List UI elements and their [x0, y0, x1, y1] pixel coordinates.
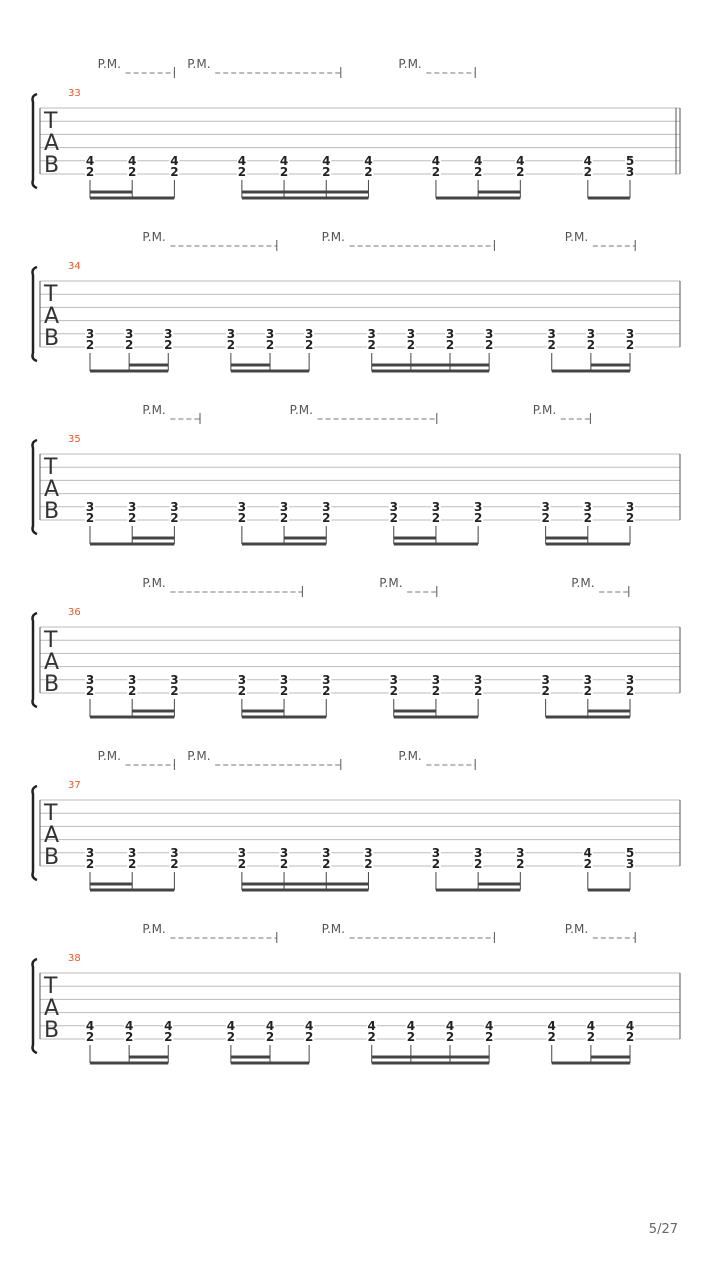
fret-number: 3 — [170, 845, 179, 860]
fret-number: 2 — [625, 684, 635, 698]
fret-number: 4 — [85, 153, 95, 168]
fret-number: 2 — [226, 1030, 236, 1044]
fret-number: 3 — [85, 845, 95, 860]
fret-number: 3 — [226, 326, 236, 341]
fret-number: 3 — [389, 499, 398, 514]
tab-letter-t: T — [44, 282, 58, 307]
palm-mute-label: P.M. — [321, 922, 345, 936]
fret-number: 2 — [170, 511, 179, 525]
fret-number: 2 — [445, 1030, 455, 1044]
measure-number: 38 — [68, 953, 81, 964]
palm-mute-label: P.M. — [289, 403, 313, 417]
fret-number: 2 — [85, 338, 95, 352]
tab-letter-b: B — [44, 845, 60, 870]
fret-number: 4 — [164, 1018, 173, 1033]
fret-number: 4 — [484, 1018, 494, 1033]
fret-number: 2 — [85, 165, 95, 179]
fret-number: 2 — [304, 338, 314, 352]
tab-letter-a: A — [44, 650, 60, 675]
fret-number: 2 — [128, 857, 137, 871]
page-number: 5/27 — [648, 1222, 678, 1237]
fret-number: 3 — [473, 499, 483, 514]
fret-number: 3 — [473, 672, 483, 687]
fret-number: 2 — [124, 1030, 134, 1044]
fret-number: 3 — [445, 326, 455, 341]
fret-number: 4 — [279, 153, 289, 168]
fret-number: 4 — [170, 153, 179, 168]
fret-number: 3 — [237, 672, 247, 687]
fret-number: 2 — [279, 511, 289, 525]
system-bracket — [33, 267, 38, 361]
tab-letter-b: B — [44, 153, 60, 178]
fret-number: 2 — [431, 165, 441, 179]
fret-number: 2 — [484, 1030, 494, 1044]
fret-number: 2 — [322, 684, 331, 698]
fret-number: 5 — [625, 845, 635, 860]
fret-number: 2 — [473, 684, 483, 698]
fret-number: 3 — [279, 845, 289, 860]
fret-number: 3 — [265, 326, 275, 341]
tab-letter-t: T — [44, 628, 58, 653]
palm-mute-label: P.M. — [97, 57, 121, 71]
fret-number: 2 — [547, 338, 556, 352]
fret-number: 3 — [322, 845, 331, 860]
fret-number: 2 — [322, 165, 331, 179]
fret-number: 3 — [431, 499, 441, 514]
fret-number: 2 — [473, 511, 483, 525]
measure-number: 34 — [68, 261, 81, 272]
fret-number: 4 — [128, 153, 137, 168]
fret-number: 3 — [473, 845, 483, 860]
fret-number: 3 — [322, 672, 331, 687]
fret-number: 3 — [237, 499, 247, 514]
palm-mute-label: P.M. — [321, 230, 345, 244]
fret-number: 2 — [445, 338, 455, 352]
fret-number: 3 — [128, 499, 137, 514]
fret-number: 3 — [625, 499, 635, 514]
fret-number: 2 — [85, 684, 95, 698]
fret-number: 2 — [226, 338, 236, 352]
tab-letter-a: A — [44, 131, 60, 156]
fret-number: 3 — [406, 326, 416, 341]
fret-number: 2 — [431, 857, 441, 871]
fret-number: 3 — [541, 672, 550, 687]
system-bracket — [33, 959, 38, 1053]
fret-number: 2 — [237, 857, 247, 871]
palm-mute-label: P.M. — [564, 922, 589, 936]
fret-number: 4 — [367, 1018, 376, 1033]
palm-mute-label: P.M. — [379, 576, 403, 590]
tab-system-34 — [33, 230, 681, 371]
fret-number: 2 — [473, 165, 483, 179]
tab-system-35 — [33, 403, 681, 544]
fret-number: 4 — [625, 1018, 635, 1033]
fret-number: 2 — [265, 338, 275, 352]
fret-number: 2 — [128, 165, 137, 179]
fret-number: 2 — [164, 338, 173, 352]
fret-number: 3 — [583, 672, 592, 687]
fret-number: 2 — [304, 1030, 314, 1044]
fret-number: 2 — [85, 1030, 95, 1044]
fret-number: 2 — [364, 857, 373, 871]
system-bracket — [33, 440, 38, 534]
fret-number: 2 — [164, 1030, 173, 1044]
fret-number: 3 — [237, 845, 247, 860]
fret-number: 3 — [170, 499, 179, 514]
tab-letter-a: A — [44, 477, 60, 502]
tab-letter-a: A — [44, 996, 60, 1021]
palm-mute-label: P.M. — [532, 403, 557, 417]
fret-number: 4 — [85, 1018, 95, 1033]
fret-number: 2 — [279, 165, 289, 179]
fret-number: 3 — [85, 499, 95, 514]
fret-number: 3 — [279, 672, 289, 687]
fret-number: 2 — [586, 338, 596, 352]
fret-number: 2 — [516, 165, 525, 179]
tab-letter-t: T — [44, 801, 58, 826]
tab-letter-b: B — [44, 326, 60, 351]
palm-mute-label: P.M. — [187, 749, 211, 763]
fret-number: 3 — [128, 672, 137, 687]
fret-number: 2 — [237, 165, 247, 179]
fret-number: 2 — [583, 165, 592, 179]
tab-letter-t: T — [44, 455, 58, 480]
fret-number: 2 — [322, 511, 331, 525]
tab-letter-t: T — [44, 109, 58, 134]
fret-number: 4 — [237, 153, 247, 168]
tab-system-33 — [33, 57, 681, 198]
tab-letter-b: B — [44, 672, 60, 697]
fret-number: 3 — [583, 499, 592, 514]
system-bracket — [33, 786, 38, 880]
fret-number: 2 — [473, 857, 483, 871]
tab-letter-a: A — [44, 823, 60, 848]
tab-system-38 — [33, 922, 681, 1063]
fret-number: 3 — [170, 672, 179, 687]
fret-number: 2 — [389, 684, 398, 698]
palm-mute-label: P.M. — [142, 230, 166, 244]
fret-number: 2 — [431, 511, 441, 525]
fret-number: 3 — [389, 672, 398, 687]
palm-mute-label: P.M. — [142, 576, 166, 590]
fret-number: 2 — [128, 511, 137, 525]
fret-number: 4 — [445, 1018, 455, 1033]
fret-number: 3 — [364, 845, 373, 860]
fret-number: 2 — [625, 338, 635, 352]
fret-number: 2 — [265, 1030, 275, 1044]
fret-number: 3 — [164, 326, 173, 341]
fret-number: 2 — [547, 1030, 556, 1044]
fret-number: 4 — [516, 153, 525, 168]
measure-number: 37 — [68, 780, 81, 791]
palm-mute-label: P.M. — [142, 403, 166, 417]
fret-number: 4 — [586, 1018, 596, 1033]
tab-letter-b: B — [44, 499, 60, 524]
fret-number: 2 — [431, 684, 441, 698]
fret-number: 3 — [124, 326, 134, 341]
fret-number: 2 — [237, 511, 247, 525]
fret-number: 2 — [389, 511, 398, 525]
fret-number: 2 — [516, 857, 525, 871]
fret-number: 3 — [128, 845, 137, 860]
fret-number: 3 — [625, 857, 635, 871]
fret-number: 3 — [541, 499, 550, 514]
fret-number: 3 — [322, 499, 331, 514]
fret-number: 2 — [625, 511, 635, 525]
fret-number: 3 — [304, 326, 314, 341]
fret-number: 4 — [547, 1018, 556, 1033]
palm-mute-label: P.M. — [571, 576, 595, 590]
fret-number: 2 — [541, 684, 550, 698]
palm-mute-label: P.M. — [564, 230, 589, 244]
fret-number: 4 — [304, 1018, 314, 1033]
measure-number: 33 — [68, 88, 81, 99]
fret-number: 3 — [431, 672, 441, 687]
fret-number: 2 — [170, 857, 179, 871]
fret-number: 3 — [625, 672, 635, 687]
fret-number: 2 — [279, 857, 289, 871]
palm-mute-label: P.M. — [398, 57, 422, 71]
measure-number: 36 — [68, 607, 81, 618]
fret-number: 2 — [583, 511, 592, 525]
fret-number: 2 — [85, 511, 95, 525]
fret-number: 3 — [85, 672, 95, 687]
fret-number: 2 — [237, 684, 247, 698]
tab-system-36 — [33, 576, 681, 717]
fret-number: 3 — [586, 326, 596, 341]
fret-number: 4 — [406, 1018, 416, 1033]
fret-number: 2 — [586, 1030, 596, 1044]
fret-number: 4 — [124, 1018, 134, 1033]
fret-number: 3 — [484, 326, 494, 341]
fret-number: 2 — [128, 684, 137, 698]
fret-number: 2 — [364, 165, 373, 179]
tab-letter-a: A — [44, 304, 60, 329]
fret-number: 2 — [367, 338, 376, 352]
fret-number: 3 — [279, 499, 289, 514]
fret-number: 2 — [170, 165, 179, 179]
tab-letter-t: T — [44, 974, 58, 999]
fret-number: 3 — [547, 326, 556, 341]
fret-number: 3 — [367, 326, 376, 341]
fret-number: 3 — [431, 845, 441, 860]
fret-number: 2 — [625, 1030, 635, 1044]
fret-number: 4 — [431, 153, 441, 168]
fret-number: 4 — [226, 1018, 236, 1033]
fret-number: 3 — [85, 326, 95, 341]
fret-number: 4 — [583, 153, 592, 168]
palm-mute-label: P.M. — [187, 57, 211, 71]
fret-number: 2 — [124, 338, 134, 352]
fret-number: 2 — [583, 857, 592, 871]
fret-number: 2 — [484, 338, 494, 352]
fret-number: 2 — [541, 511, 550, 525]
fret-number: 4 — [322, 153, 331, 168]
fret-number: 2 — [322, 857, 331, 871]
palm-mute-label: P.M. — [97, 749, 121, 763]
fret-number: 3 — [516, 845, 525, 860]
tab-letter-b: B — [44, 1018, 60, 1043]
fret-number: 3 — [625, 165, 635, 179]
fret-number: 4 — [364, 153, 373, 168]
fret-number: 4 — [473, 153, 483, 168]
fret-number: 2 — [170, 684, 179, 698]
fret-number: 2 — [406, 1030, 416, 1044]
fret-number: 2 — [583, 684, 592, 698]
measure-number: 35 — [68, 434, 81, 445]
tab-system-37 — [33, 749, 681, 890]
system-bracket — [33, 613, 38, 707]
palm-mute-label: P.M. — [142, 922, 166, 936]
fret-number: 2 — [85, 857, 95, 871]
fret-number: 2 — [367, 1030, 376, 1044]
fret-number: 4 — [583, 845, 592, 860]
fret-number: 4 — [265, 1018, 275, 1033]
fret-number: 2 — [406, 338, 416, 352]
fret-number: 3 — [625, 326, 635, 341]
fret-number: 2 — [279, 684, 289, 698]
palm-mute-label: P.M. — [398, 749, 422, 763]
fret-number: 5 — [625, 153, 635, 168]
system-bracket — [33, 94, 38, 188]
